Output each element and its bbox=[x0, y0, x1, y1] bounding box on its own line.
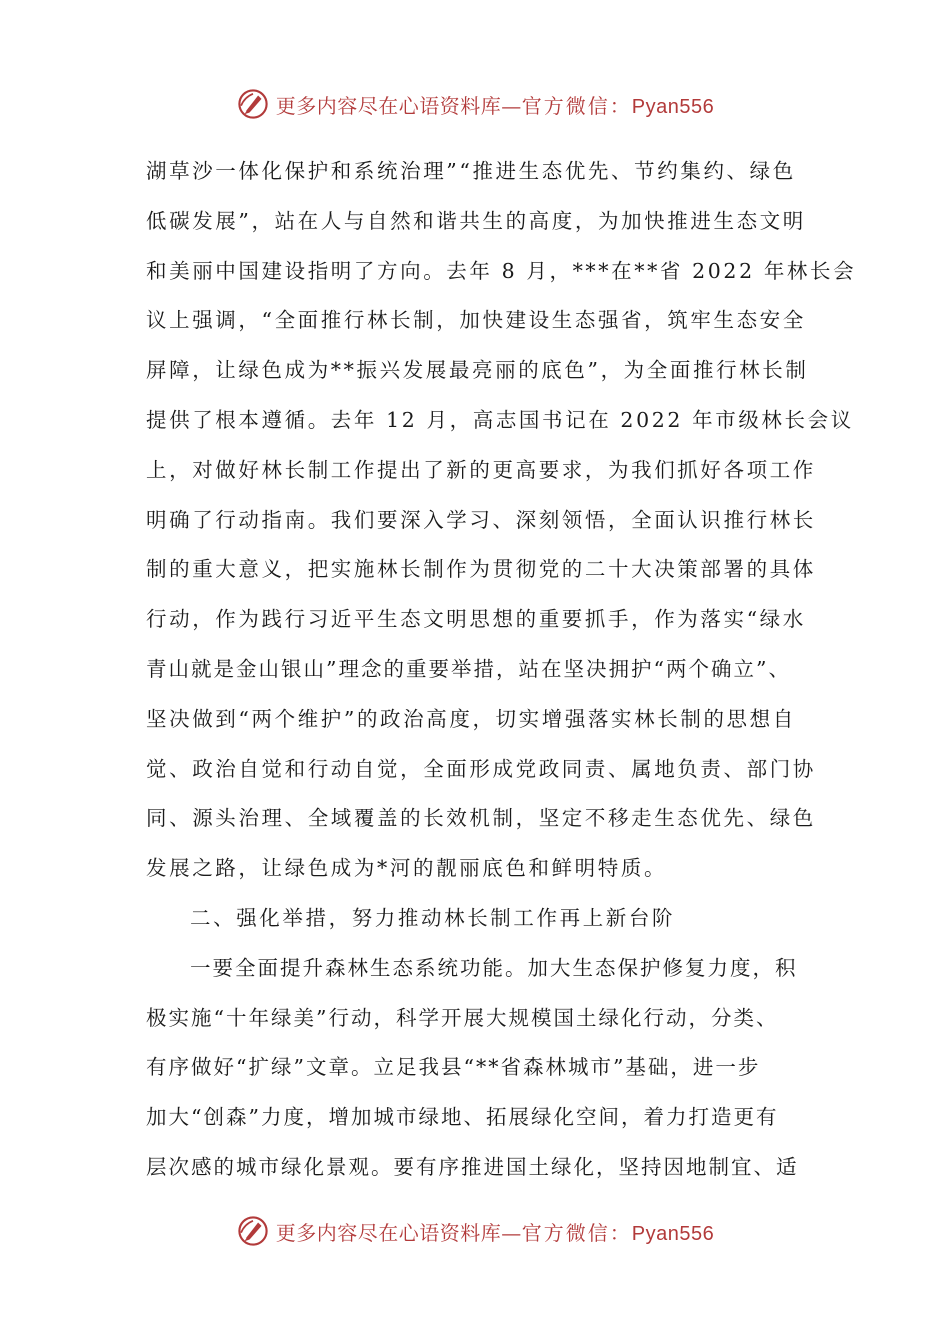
section-heading: 二、强化举措，努力推动林长制工作再上新台阶 bbox=[190, 905, 676, 930]
text-line: 提供了根本遵循。去年 12 月，高志国书记在 2022 年市级林长会议 bbox=[146, 407, 854, 432]
footer-watermark bbox=[0, 1211, 950, 1251]
text-line: 坚决做到“两个维护”的政治高度，切实增强落实林长制的思想自 bbox=[146, 706, 796, 731]
text-line: 发展之路，让绿色成为*河的靓丽底色和鲜明特质。 bbox=[146, 856, 668, 881]
watermark-text bbox=[276, 90, 714, 119]
header-watermark bbox=[0, 84, 950, 124]
text-line: 上，对做好林长制工作提出了新的更高要求，为我们抓好各项工作 bbox=[146, 457, 816, 482]
text-line: 觉、政治自觉和行动自觉，全面形成党政同责、属地负责、部门协 bbox=[146, 756, 816, 781]
text-line: 明确了行动指南。我们要深入学习、深刻领悟，全面认识推行林长 bbox=[146, 507, 816, 532]
watermark-wechat-id: Pyan556 bbox=[631, 95, 715, 118]
watermark-site: 更多内容尽在心语资料库 bbox=[275, 93, 502, 118]
text-line: 低碳发展”，站在人与自然和谐共生的高度，为加快推进生态文明 bbox=[146, 208, 806, 233]
watermark-wechat-label: 官方微信： bbox=[521, 1220, 632, 1245]
text-line: 和美丽中国建设指明了方向。去年 8 月，***在**省 2022 年林长会 bbox=[146, 258, 857, 283]
pen-nib-logo-icon bbox=[236, 1214, 270, 1248]
watermark-site: 更多内容尽在心语资料库 bbox=[275, 1220, 502, 1245]
text-line: 屏障，让绿色成为**振兴发展最亮丽的底色”，为全面推行林长制 bbox=[146, 358, 809, 383]
pen-nib-logo-icon bbox=[236, 87, 270, 121]
text-line: 一要全面提升森林生态系统功能。加大生态保护修复力度，积 bbox=[190, 955, 798, 980]
watermark-text bbox=[276, 1217, 714, 1246]
text-line: 制的重大意义，把实施林长制作为贯彻党的二十大决策部署的具体 bbox=[146, 557, 816, 582]
text-line: 有序做好“扩绿”文章。立足我县“**省森林城市”基础，进一步 bbox=[146, 1055, 761, 1080]
text-line: 加大“创森”力度，增加城市绿地、拓展绿化空间，着力打造更有 bbox=[146, 1105, 779, 1130]
watermark-wechat-id: Pyan556 bbox=[631, 1222, 715, 1245]
text-line: 同、源头治理、全域覆盖的长效机制，坚定不移走生态优先、绿色 bbox=[146, 806, 816, 831]
text-line: 层次感的城市绿化景观。要有序推进国土绿化，坚持因地制宜、适 bbox=[146, 1154, 799, 1179]
text-line: 行动，作为践行习近平生态文明思想的重要抓手，作为落实“绿水 bbox=[146, 607, 806, 632]
watermark-dash: — bbox=[501, 93, 522, 118]
text-line: 湖草沙一体化保护和系统治理”“推进生态优先、节约集约、绿色 bbox=[146, 159, 796, 183]
watermark-wechat-label: 官方微信： bbox=[521, 93, 632, 118]
text-line: 议上强调，“全面推行林长制，加快建设生态强省，筑牢生态安全 bbox=[146, 308, 806, 333]
document-body bbox=[146, 147, 857, 1193]
watermark-dash: — bbox=[501, 1220, 522, 1245]
text-line: 青山就是金山银山”理念的重要举措，站在坚决拥护“两个确立”、 bbox=[146, 656, 791, 681]
text-line: 极实施“十年绿美”行动，科学开展大规模国土绿化行动，分类、 bbox=[146, 1005, 779, 1030]
